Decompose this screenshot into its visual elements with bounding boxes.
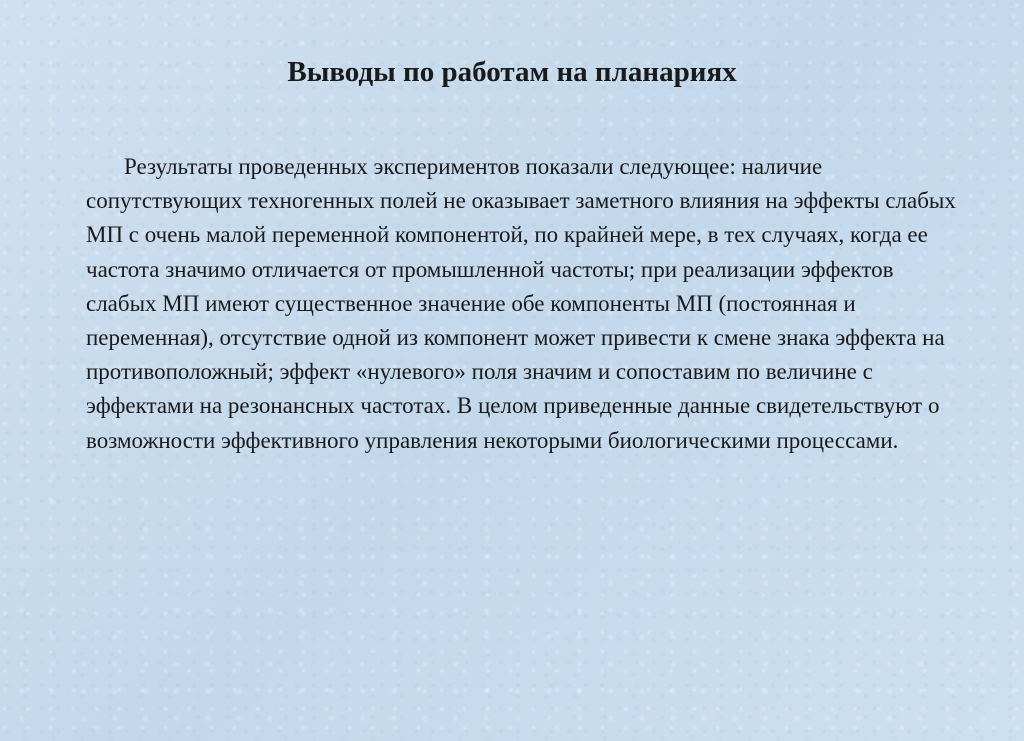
conclusions-paragraph: Результаты проведенных экспериментов показали следующее: наличие сопутствующих техногенных полей не оказывает заметного влияния на эффекты слабых МП с очень малой переменной компонентой, по крайней мере, в тех случаях, когда ее частота значимо отличается от промышленной частоты; при реализации эффектов слабых МП имеют существенное значение обе компоненты МП (постоянная и переменная), отсутствие одной из компонент может привести к смене знака эффекта на противоположный; эффект «нулевого» поля значим и сопоставим по величине с эффектами на резонансных частотах. В целом приведенные данные свидетельствуют о возможности эффективного управления некоторыми биологическими процессами. xyxy=(86,154,956,453)
slide-title: Выводы по работам на планариях xyxy=(287,56,737,88)
